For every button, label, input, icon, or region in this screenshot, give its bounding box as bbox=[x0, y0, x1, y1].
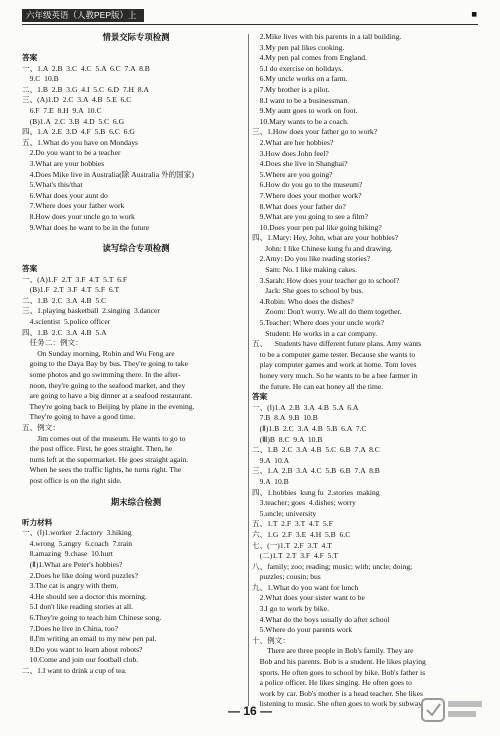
answer-line: listening to music. She often goes to work by subway. bbox=[252, 699, 424, 709]
answer-line: 3.What are your hobbies bbox=[22, 158, 105, 168]
answer-line: 二、1.B 2.C 3.A 4.B 5.C bbox=[22, 295, 107, 305]
answer-line: 4.scientist 5.police officer bbox=[22, 317, 111, 327]
answer-line: (Ⅱ)1.What are Peter's hobbies? bbox=[22, 559, 123, 569]
answer-line: 10.Come and join our football club. bbox=[22, 655, 139, 665]
answer-line: When he sees the traffic lights, he turns right. The bbox=[22, 465, 182, 475]
answer-line: 8.What does your father do? bbox=[252, 201, 346, 211]
answer-line: 一、(Ⅰ)1.A 2.B 3.A 4.B 5.A 6.A bbox=[252, 402, 359, 412]
answer-line: 8.I want to be a businessman. bbox=[252, 95, 350, 105]
answer-line: (Ⅲ)B 8.C 9.A 10.B bbox=[252, 434, 323, 444]
answer-line: 九、1.What do you want for lunch bbox=[252, 582, 359, 592]
answer-line: On Sunday morning, Robin and Wu Feng are bbox=[22, 348, 175, 358]
answer-line: work by car. Bob's mother is a head teacher. She likes bbox=[252, 688, 423, 698]
answer-line: 5.I don't like reading stories at all. bbox=[22, 602, 134, 612]
answer-line: 8.amazing 9.chase 10.hurt bbox=[22, 549, 113, 559]
header-rule bbox=[22, 24, 478, 25]
answer-line: 9.Do you want to learn about robots? bbox=[22, 644, 143, 654]
column-divider bbox=[248, 34, 249, 706]
answer-line: puzzles; cousin; bus bbox=[252, 572, 321, 582]
watermark-logo-icon bbox=[420, 695, 486, 729]
answer-line: 9.What does he want to be in the future bbox=[22, 222, 150, 232]
spacer bbox=[22, 487, 250, 497]
answer-line: 四、1.B 2.C 3.A 4.B 5.A bbox=[22, 327, 107, 337]
answer-line: 9.C 10.B bbox=[22, 74, 59, 84]
answer-line: to be a computer game tester. Because she wants to bbox=[252, 349, 416, 359]
answer-line: 6.How do you go to the museum? bbox=[252, 180, 363, 190]
answer-line: 4.Does Mike live in Australia(除 Australia 外的国家) bbox=[22, 169, 194, 179]
answer-line: 2.Do you want to be a teacher bbox=[22, 148, 121, 158]
answer-line: 8.How does your uncle go to work bbox=[22, 211, 135, 221]
answer-line: 10.Does your pen pal like going hiking? bbox=[252, 222, 382, 232]
answer-line: 三、1.A 2.B 3.A 4.C 5.B 6.B 7.A 8.B bbox=[252, 466, 380, 476]
answer-line: Zoom: Don't worry. We all do them together. bbox=[252, 307, 402, 317]
answer-line: 4.He should see a doctor this morning. bbox=[22, 591, 147, 601]
spacer bbox=[22, 254, 250, 264]
page-number: — 16 — bbox=[227, 704, 272, 718]
answer-line: Jack: She goes to school by bus. bbox=[252, 286, 364, 296]
answer-line: (B)1.F 2.T 3.F 4.T 5.F 6.T bbox=[22, 285, 120, 295]
answer-line: 7.Does he live in China, too? bbox=[22, 623, 118, 633]
section-title: 情景交际专项检测 bbox=[102, 32, 170, 42]
answer-line: going to the Daya Bay by bus. They're going to take bbox=[22, 359, 188, 369]
answer-line: 2.Mike lives with his parents in a tall building. bbox=[252, 32, 402, 41]
answer-line: 一、1.A 2.B 3.C 4.C 5.A 6.C 7.A 8.B bbox=[22, 63, 150, 73]
header-dots: ■ bbox=[471, 11, 478, 18]
answer-line: 二、1.I want to drink a cup of tea. bbox=[22, 665, 127, 675]
answer-line: Sam: No. I like making cakes. bbox=[252, 265, 358, 275]
answer-line: 9.A 10.A bbox=[252, 455, 290, 465]
answer-line: 7.Where does your mother work? bbox=[252, 190, 362, 200]
answer-line: 3.I go to work by bike. bbox=[252, 604, 329, 614]
answer-line: Jim comes out of the museum. He wants to go to bbox=[22, 433, 186, 443]
answer-line: 6.What does your aunt do bbox=[22, 190, 108, 200]
answer-line: honey very much. So he wants to be a bee farmer in bbox=[252, 371, 418, 380]
header-title: 六年级英语（人教PEP版）上 bbox=[22, 9, 144, 22]
answer-line: some photos and go swimming there. In the after- bbox=[22, 370, 181, 380]
answer-line: 三、1.playing basketball 2.singing 3.dancer bbox=[22, 306, 160, 316]
answer-line: Student: He works in a car company. bbox=[252, 328, 378, 338]
answer-line: noon, they're going to the seafood market, and they bbox=[22, 380, 186, 390]
answer-line: 任务二：例文： bbox=[22, 338, 83, 348]
answer-line: the future. He can eat honey all the time. bbox=[252, 381, 384, 391]
answer-line: (二)1.T 2.T 3.F 4.F 5.T bbox=[252, 551, 338, 561]
answer-line: 2.Does he like doing word puzzles? bbox=[22, 570, 138, 580]
answer-line: 4.What do the boys usually do after school bbox=[252, 614, 390, 624]
answer-line: post office is on the right side. bbox=[22, 475, 122, 485]
spacer bbox=[22, 508, 250, 518]
answer-line: 5.Where do your parents work bbox=[252, 625, 353, 635]
answer-line: (B)1.A 2.C 3.B 4.D 5.C 6.G bbox=[22, 116, 125, 126]
answer-line: 5.Where are you going? bbox=[252, 169, 333, 179]
spacer bbox=[22, 233, 250, 243]
answer-line: 四、1.Mary: Hey, John, what are your hobbies? bbox=[252, 233, 399, 243]
answer-line: 2.What does your sister want to be bbox=[252, 593, 365, 603]
right-column bbox=[252, 32, 486, 710]
answer-line: 二、1.B 2.B 3.G 4.I 5.C 6.D 7.H 8.A bbox=[22, 84, 149, 94]
answer-line: sports. He often goes to school by bike. Bob's father is bbox=[252, 667, 426, 677]
answer-line: 5.Teacher: Where does your uncle work? bbox=[252, 318, 385, 328]
answer-line: There are three people in Bob's family. They are bbox=[252, 646, 414, 656]
answer-line: Bob and his parents. Bob is a student. He likes playing bbox=[252, 657, 426, 667]
answer-line: 4.Robin: Who does the dishes? bbox=[252, 296, 354, 306]
answer-line: (Ⅱ)1.B 2.C 3.A 4.B 5.B 6.A 7.C bbox=[252, 423, 367, 433]
section-label: 答案 bbox=[252, 392, 268, 402]
answer-line: 3.teacher; goes 4.dishes; worry bbox=[252, 498, 356, 508]
answer-line: 5.uncle; university bbox=[252, 508, 317, 518]
answer-line: 一、(A)1.F 2.T 3.F 4.T 5.T 6.F bbox=[22, 274, 128, 284]
answer-line: 一、(Ⅰ)1.worker 2.factory 3.hiking bbox=[22, 528, 132, 538]
answer-line: 五、例文： bbox=[22, 423, 60, 432]
page-header bbox=[22, 8, 478, 28]
answer-line: 十、例文： bbox=[252, 635, 290, 645]
answer-line: 5.What's this/that bbox=[22, 180, 83, 190]
answer-line: 3.The cat is angry with them. bbox=[22, 581, 119, 591]
answer-line: turns left at the supermarket. He goes straight again. bbox=[22, 454, 189, 464]
answer-line: 五、1.T 2.F 3.T 4.T 5.F bbox=[252, 519, 333, 529]
answer-line: 三、1.How does your father go to work? bbox=[252, 127, 378, 137]
answer-line: 七、(一)1.T 2.F 3.T 4.T bbox=[252, 540, 332, 550]
answer-line: 6.My uncle works on a farm. bbox=[252, 74, 348, 84]
answer-line: 五、1.What do you have on Mondays bbox=[22, 137, 138, 147]
answer-line: 4.Does she live in Shanghai? bbox=[252, 159, 348, 169]
answer-line: They're going to have a good time. bbox=[22, 412, 136, 422]
answer-line: 9.A 10.B bbox=[252, 476, 289, 486]
answer-line: 五、 Students have different future plans. Amy wants bbox=[252, 339, 422, 349]
answer-line: 三、(A)1.D 2.C 3.A 4.B 5.E 6.C bbox=[22, 95, 132, 105]
answer-line: 7.Where does your father work bbox=[22, 201, 125, 211]
answer-line: play computer games and work at home. Tom loves bbox=[252, 360, 417, 370]
answer-line: 7.My brother is a pilot. bbox=[252, 84, 330, 94]
answer-line: 六、1.G 2.F 3.E 4.H 5.B 6.C bbox=[252, 529, 351, 539]
answer-line: 10.Mary wants to be a coach. bbox=[252, 116, 349, 126]
spacer bbox=[22, 43, 250, 53]
answer-line: John: I like Chinese kung fu and drawing. bbox=[252, 243, 393, 253]
answer-line: 3.How does John feel? bbox=[252, 148, 329, 158]
answer-line: 8.I'm writing an email to my new pen pal. bbox=[22, 634, 157, 644]
answer-line: 3.My pen pal likes cooking. bbox=[252, 42, 345, 52]
answer-line: 4.wrong 5.angry 6.coach 7.train bbox=[22, 538, 133, 548]
answer-line: a police officer. He likes singing. He often goes to bbox=[252, 678, 412, 688]
answer-line: are going to have a big dinner at a seafood restaurant. bbox=[22, 391, 193, 401]
answer-line: 四、1.A 2.E 3.D 4.F 5.B 6.C 6.G bbox=[22, 127, 135, 137]
left-column bbox=[22, 32, 250, 676]
answer-line: 7.B 8.A 9.B 10.B bbox=[252, 413, 318, 423]
answer-line: 6.F 7.E 8.H 9.A 10.C bbox=[22, 105, 102, 115]
answer-line: 3.Sarah: How does your teacher go to school? bbox=[252, 275, 400, 285]
answer-line: 9.My aunt goes to work on foot. bbox=[252, 106, 358, 116]
section-title: 期末综合检测 bbox=[110, 496, 162, 507]
answer-line: 2.What are her hobbies? bbox=[252, 137, 334, 147]
answer-line: the post office. First, he goes straight. Then, he bbox=[22, 444, 173, 454]
section-title: 读写综合专项检测 bbox=[102, 243, 170, 254]
section-label: 答案 bbox=[22, 53, 38, 62]
section-label: 答案 bbox=[22, 264, 38, 274]
answer-line: 4.My pen pal comes from England. bbox=[252, 53, 367, 63]
answer-line: They're going back to Beijing by plane in the evening. bbox=[22, 401, 195, 411]
answer-line: 5.I do exercise on holidays. bbox=[252, 63, 344, 73]
answer-line: 八、family; zoo; reading; music; with; uncle; doing; bbox=[252, 561, 413, 571]
answer-line: 9.What are you going to see a film? bbox=[252, 212, 368, 222]
answer-line: 四、1.hobbies kung fu 2.stories making bbox=[252, 487, 380, 497]
section-label: 听力材料 bbox=[22, 517, 53, 527]
answer-line: 2.Amy: Do you like reading stories? bbox=[252, 254, 371, 264]
answer-line: 二、1.B 2.C 3.A 4.B 5.C 6.B 7.A 8.C bbox=[252, 445, 380, 455]
answer-line: 6.They're going to teach him Chinese song. bbox=[22, 612, 162, 622]
